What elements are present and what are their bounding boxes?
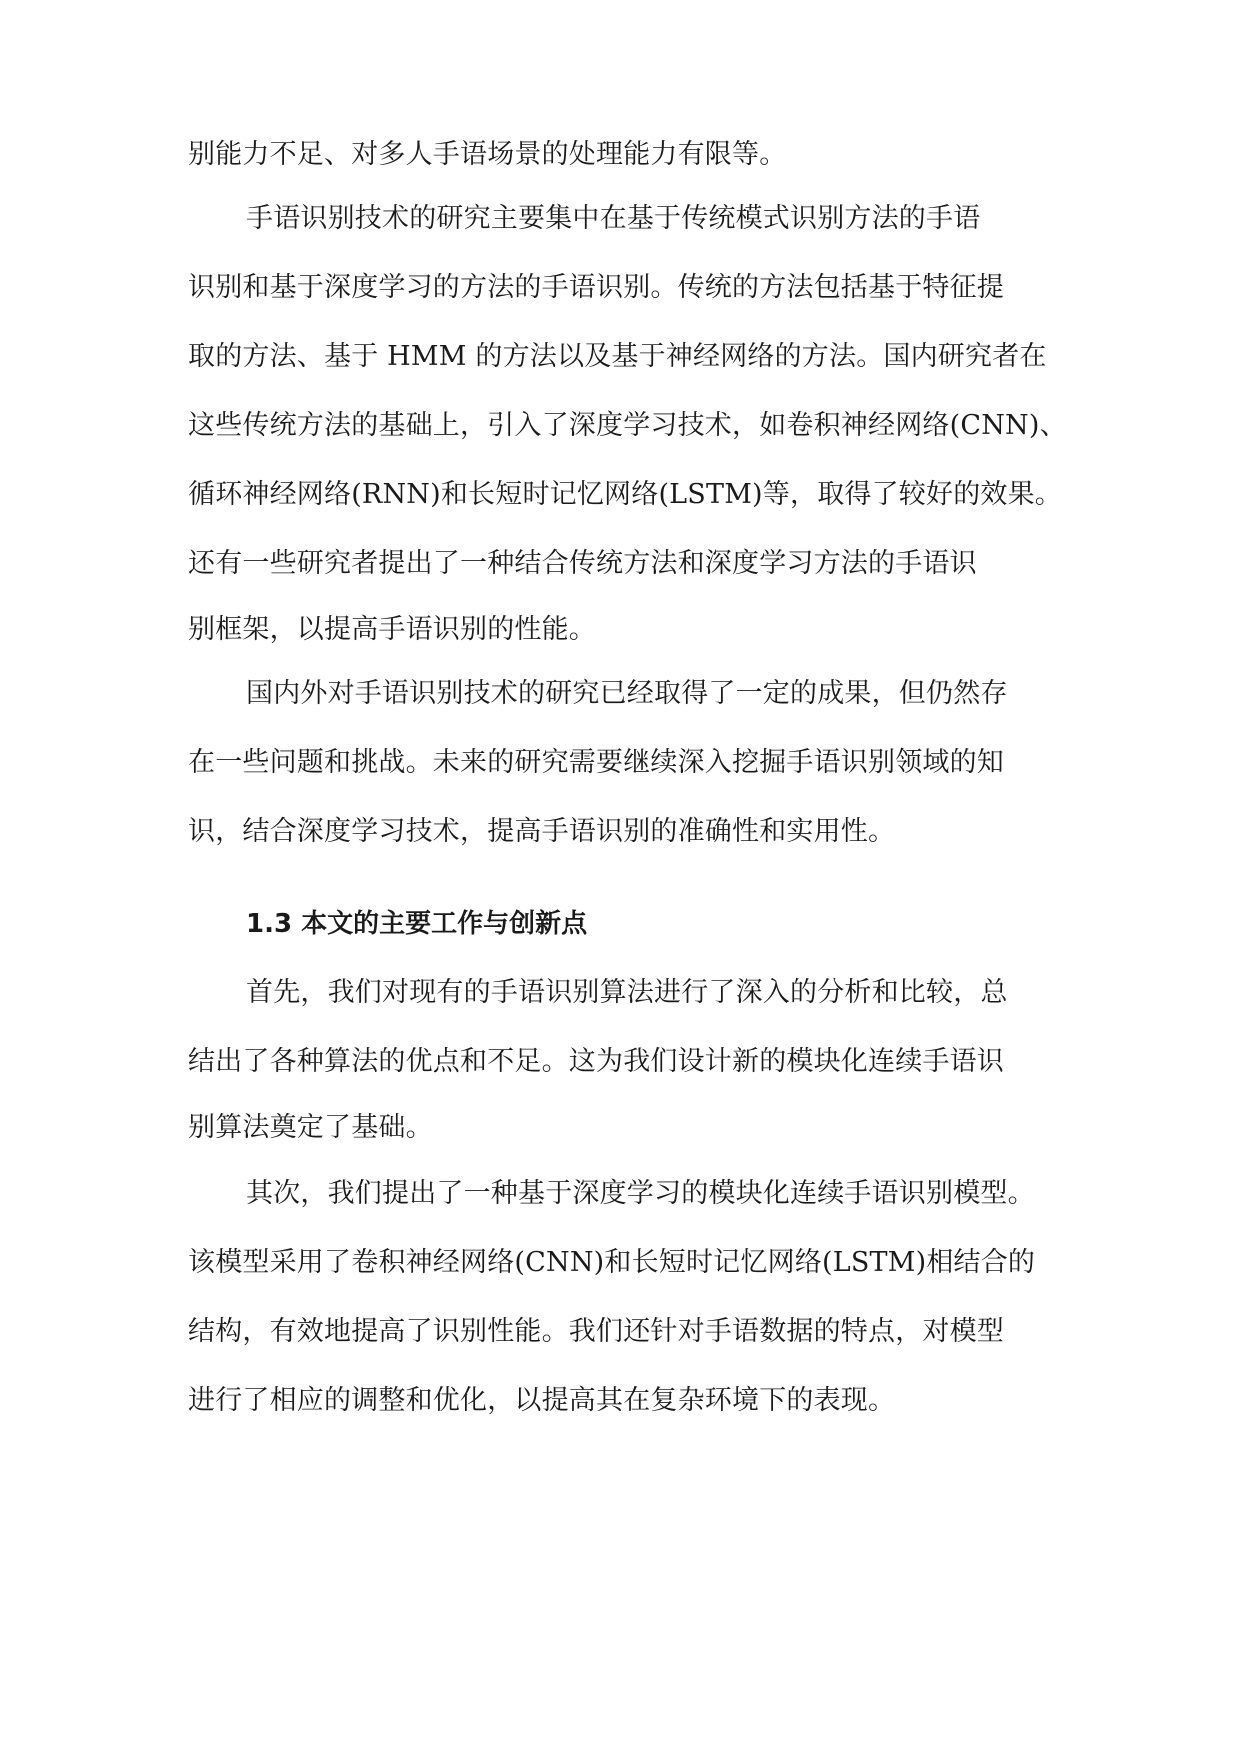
paragraph-line: 首先，我们对现有的手语识别算法进行了深入的分析和比较，总 [246,977,1008,1008]
paragraph-line: 别能力不足、对多人手语场景的处理能力有限等。 [188,139,787,170]
paragraph-line: 取的方法、基于 HMM 的方法以及基于神经网络的方法。国内研究者在 [188,341,1047,372]
paragraph-line: 循环神经网络(RNN)和长短时记忆网络(LSTM)等，取得了较好的效果。 [188,479,1062,510]
paragraph-line: 结出了各种算法的优点和不足。这为我们设计新的模块化连续手语识 [188,1046,1004,1077]
paragraph-line: 识别和基于深度学习的方法的手语识别。传统的方法包括基于特征提 [188,272,1004,303]
paragraph-line: 别算法奠定了基础。 [188,1112,433,1143]
paragraph-line: 结构，有效地提高了识别性能。我们还针对手语数据的特点，对模型 [188,1316,1004,1347]
paragraph-line: 识，结合深度学习技术，提高手语识别的准确性和实用性。 [188,816,896,847]
paragraph-line: 还有一些研究者提出了一种结合传统方法和深度学习方法的手语识 [188,548,977,579]
paragraph-line: 该模型采用了卷积神经网络(CNN)和长短时记忆网络(LSTM)相结合的 [188,1247,1036,1278]
paragraph-line: 国内外对手语识别技术的研究已经取得了一定的成果，但仍然存 [246,678,1008,709]
paragraph-line: 别框架，以提高手语识别的性能。 [188,614,596,645]
paragraph-line: 进行了相应的调整和优化，以提高其在复杂环境下的表现。 [188,1385,896,1416]
paragraph-line: 在一些问题和挑战。未来的研究需要继续深入挖掘手语识别领域的知 [188,747,1004,778]
section-heading: 1.3 本文的主要工作与创新点 [246,909,588,939]
paragraph-line: 这些传统方法的基础上，引入了深度学习技术，如卷积神经网络(CNN)、 [188,410,1067,441]
paragraph-line: 其次，我们提出了一种基于深度学习的模块化连续手语识别模型。 [246,1178,1035,1209]
paragraph-line: 手语识别技术的研究主要集中在基于传统模式识别方法的手语 [246,203,981,234]
